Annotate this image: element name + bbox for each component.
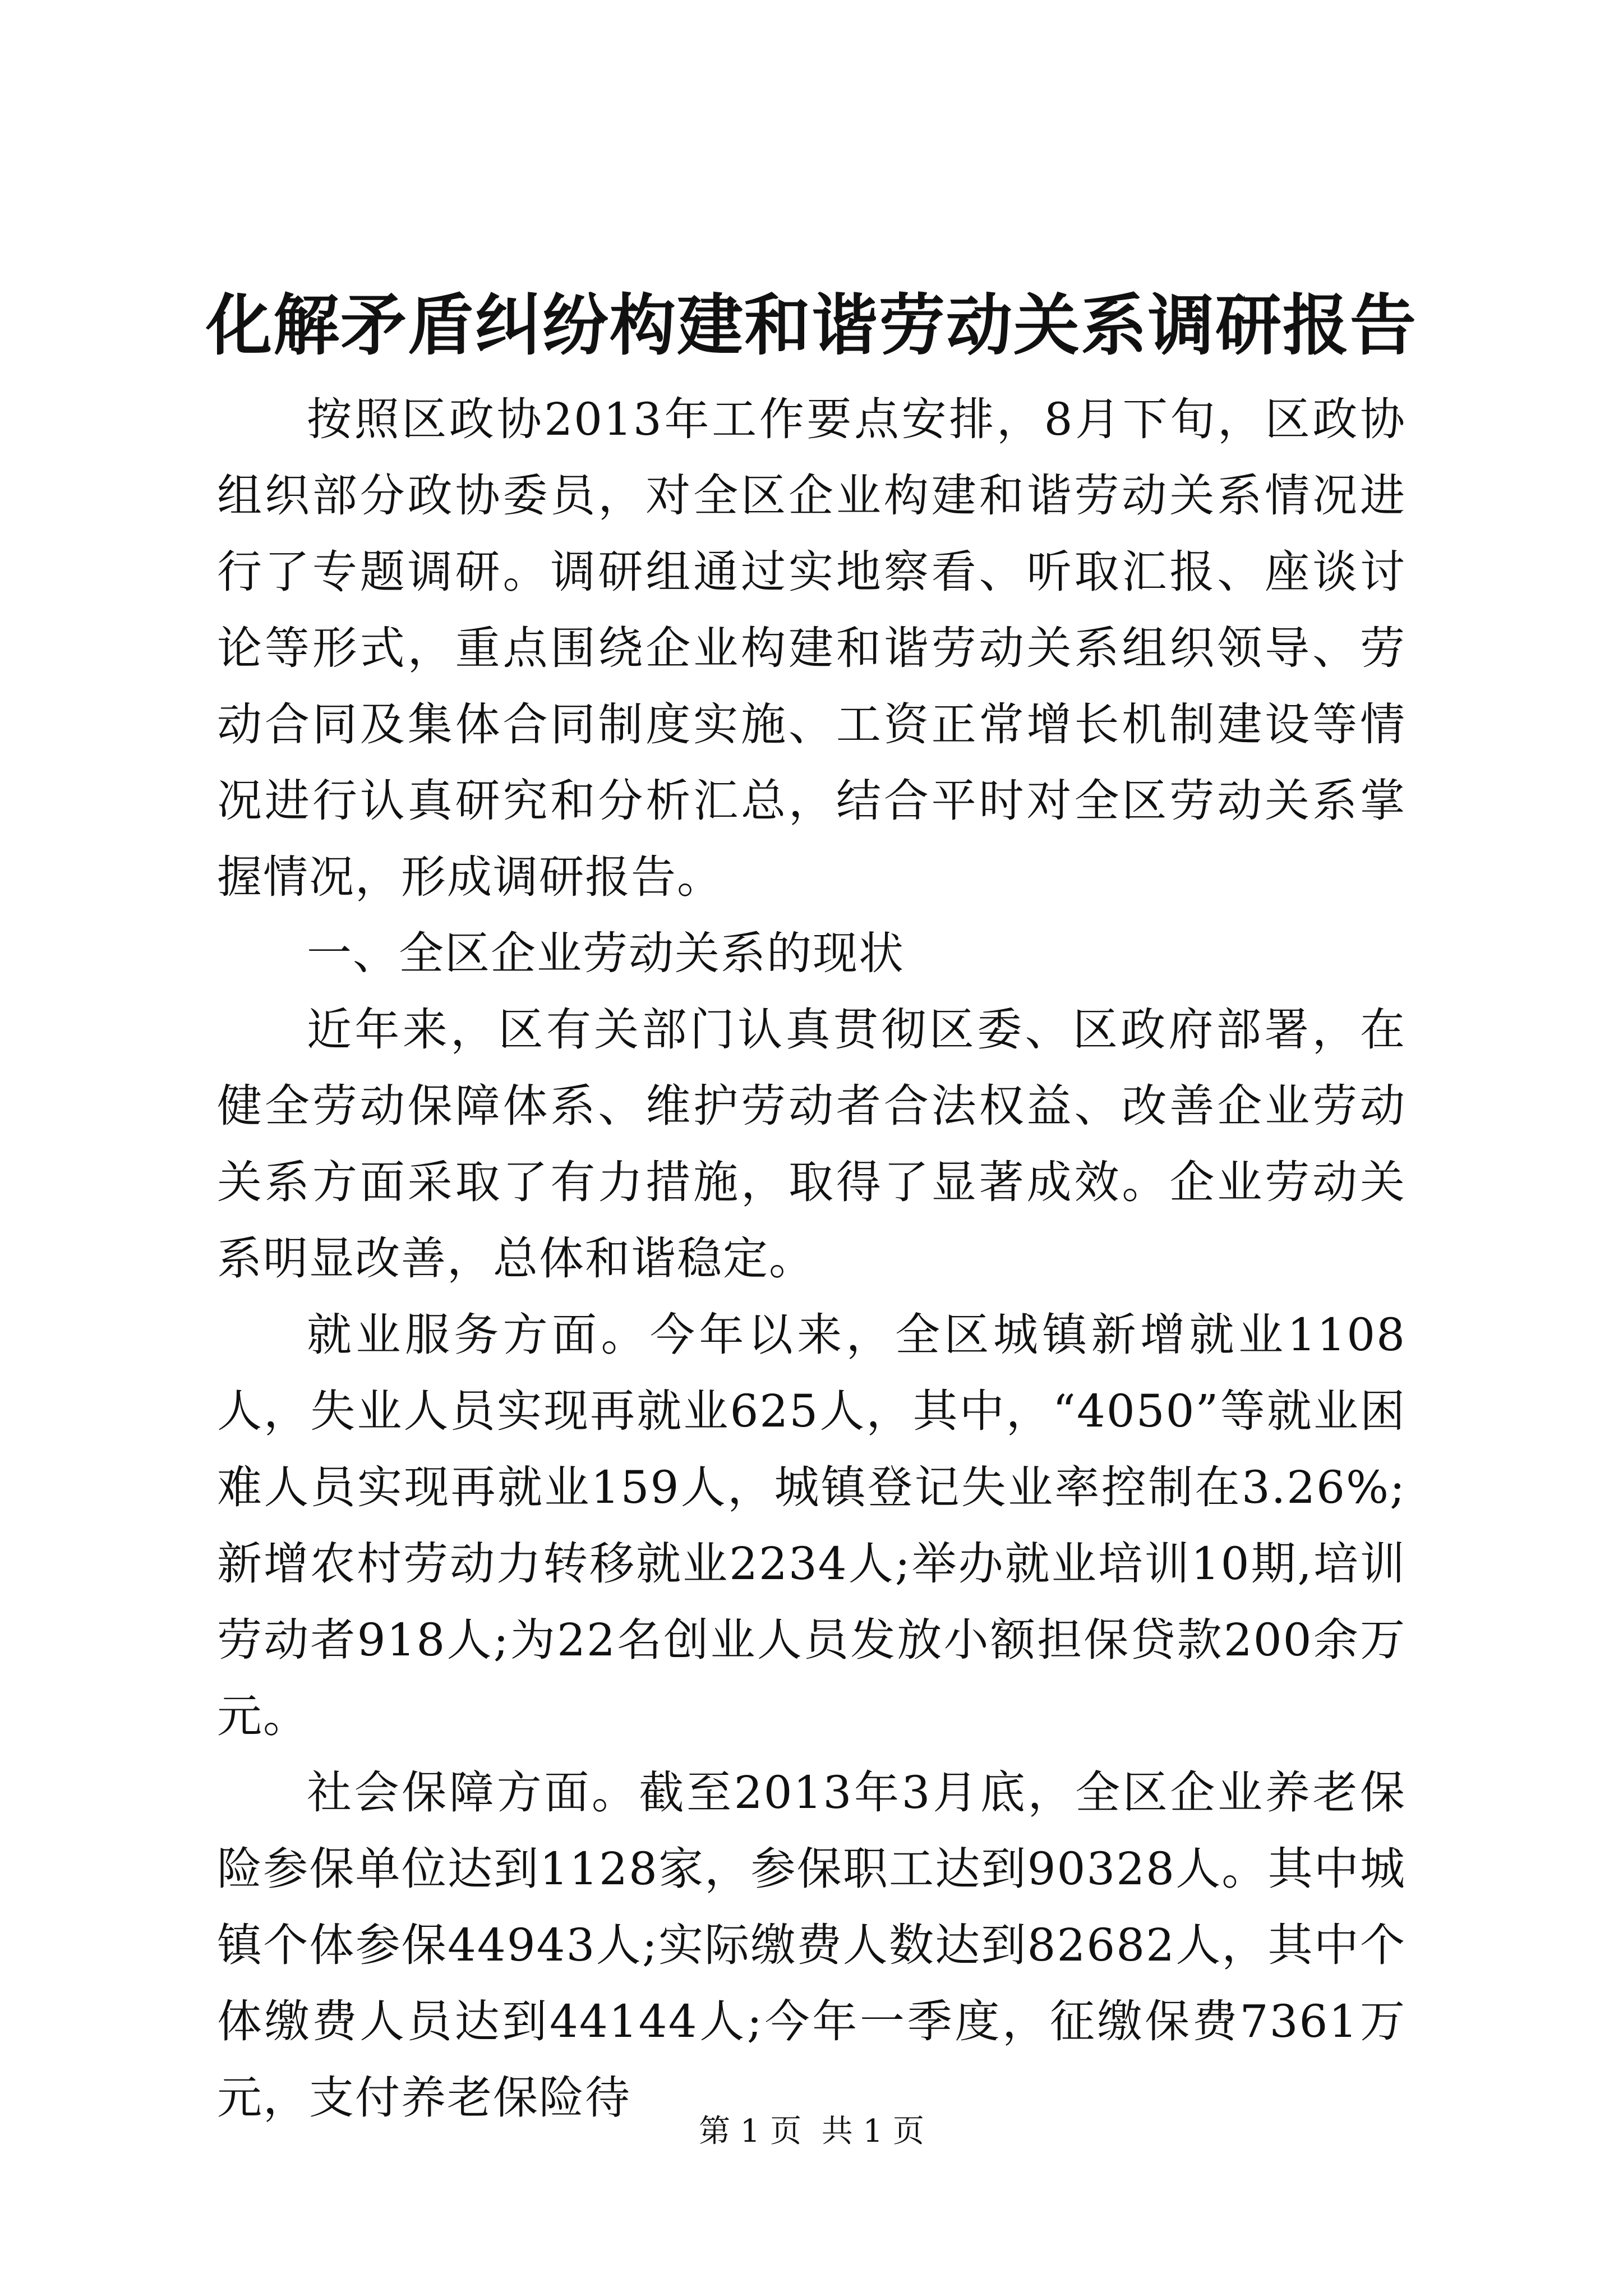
section-heading: 一、全区企业劳动关系的现状	[307, 927, 905, 979]
page-footer: 第 1 页 共 1 页	[698, 2113, 925, 2150]
document-body	[217, 381, 1406, 2136]
overview-paragraph: 近年来，区有关部门认真贯彻区委、区政府部署，在健全劳动保障体系、维护劳动者合法权益、改善企业劳动关系方面采取了有力措施，取得了显著成效。企业劳动关系明显改善，总体和谐稳定。	[217, 1004, 1406, 1285]
intro-paragraph: 按照区政协2013年工作要点安排，8月下旬，区政协组织部分政协委员，对全区企业构建和谐劳动关系情况进行了专题调研。调研组通过实地察看、听取汇报、座谈讨论等形式，重点围绕企业构建和谐劳动关系组织领导、劳动合同及集体合同制度实施、工资正常增长机制建设等情况进行认真研究和分析汇总，结合平时对全区劳动关系掌握情况，形成调研报告。	[217, 393, 1406, 903]
social-security-paragraph: 社会保障方面。截至2013年3月底，全区企业养老保险参保单位达到1128家，参保职工达到90328人。其中城镇个体参保44943人;实际缴费人数达到82682人，其中个体缴费人员达到44144人;今年一季度，征缴保费7361万元，支付养老保险待	[217, 1766, 1406, 2124]
document-title: 化解矛盾纠纷构建和谐劳动关系调研报告	[205, 286, 1417, 364]
employment-paragraph: 就业服务方面。今年以来，全区城镇新增就业1108人，失业人员实现再就业625人，其中，“4050”等就业困难人员实现再就业159人，城镇登记失业率控制在3.26%;新增农村劳动力转移就业2234人;举办就业培训10期,培训劳动者918人;为22名创业人员发放小额担保贷款200余万元。	[217, 1309, 1406, 1742]
